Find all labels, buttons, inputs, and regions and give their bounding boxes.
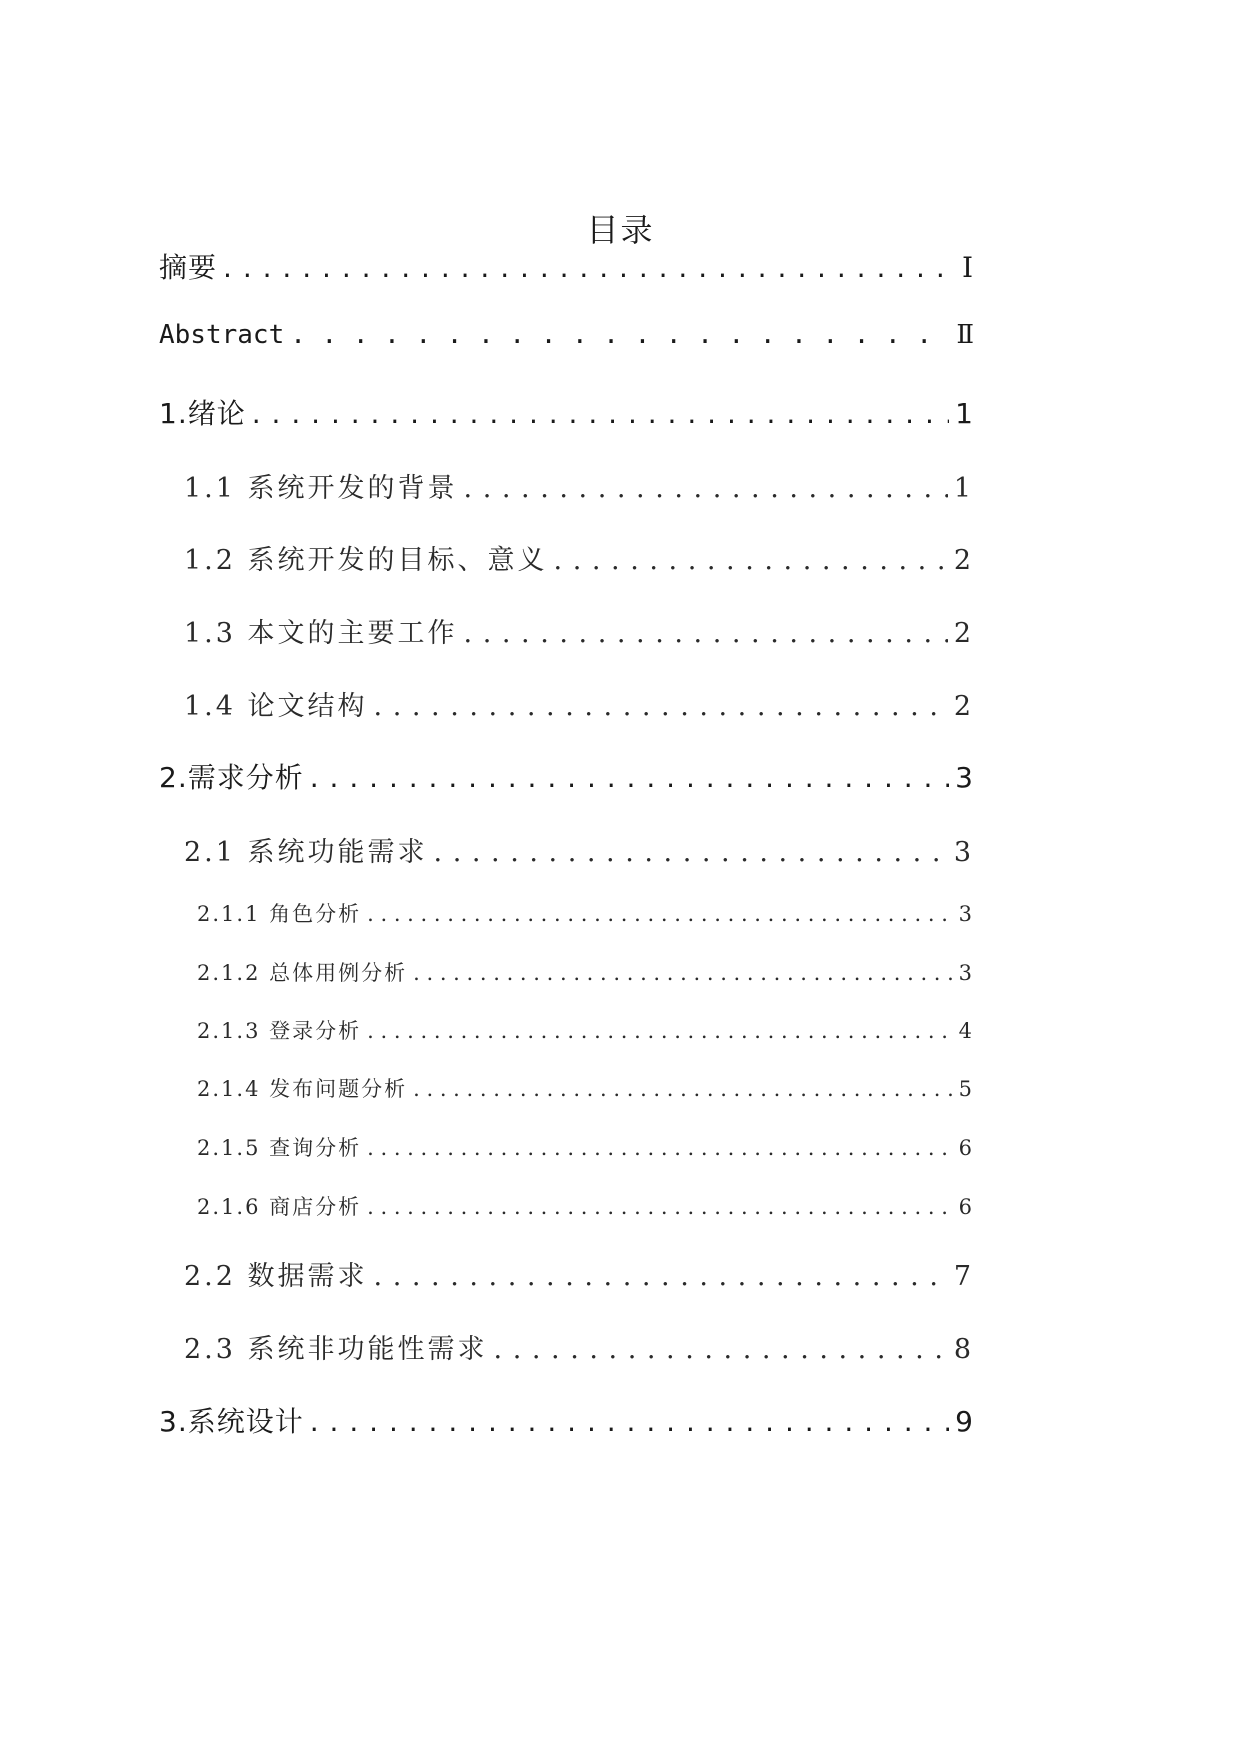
toc-entry-text: 系统设计 — [187, 1405, 304, 1438]
toc-entry-page: 6 — [958, 1195, 974, 1219]
toc-entry-number: 3. — [159, 1405, 188, 1438]
dot-leader — [223, 251, 956, 284]
toc-entry-page: 6 — [958, 1136, 974, 1160]
dot-leader — [290, 320, 950, 350]
toc-entry-number: 2.1.6 — [197, 1195, 261, 1219]
toc-entry-page: 5 — [958, 1077, 974, 1101]
toc-entry-text: 系统功能需求 — [247, 837, 428, 868]
toc-entry-text: 摘要 — [159, 251, 218, 284]
toc-entry-text: 角色分析 — [269, 902, 362, 926]
toc-entry-label — [184, 1327, 488, 1366]
dot-leader — [367, 902, 953, 926]
toc-entry-page: 3 — [953, 837, 974, 868]
toc-entry-2[interactable] — [159, 756, 974, 796]
toc-entry-text: Abstract — [159, 320, 285, 350]
toc-entry-2-2[interactable] — [184, 1254, 974, 1294]
dot-leader — [413, 961, 953, 985]
toc-entry-label — [159, 1400, 304, 1440]
dot-leader — [374, 1261, 948, 1292]
toc-entry-label — [184, 830, 428, 869]
toc-entry-page: 1 — [953, 473, 974, 504]
toc-entry-label — [197, 1073, 407, 1103]
toc-entry-number: 2. — [159, 761, 188, 794]
toc-entry-2-1-3[interactable] — [197, 1015, 974, 1047]
toc-entry-page: 8 — [953, 1334, 974, 1365]
toc-entry-page: 3 — [958, 961, 974, 985]
toc-entry-text: 查询分析 — [269, 1136, 362, 1160]
dot-leader — [464, 618, 948, 649]
toc-entry-label — [184, 1254, 368, 1293]
toc-entry-page: 9 — [955, 1405, 974, 1438]
toc-entry-label — [197, 1191, 361, 1221]
toc-entry-page: Ⅰ — [961, 251, 974, 284]
toc-entry-text: 发布问题分析 — [269, 1077, 408, 1101]
dot-leader — [310, 1405, 949, 1438]
toc-entry-number: 1.4 — [184, 691, 236, 722]
toc-entry-label — [159, 756, 304, 796]
toc-entry-1-1[interactable] — [184, 466, 974, 506]
toc-entry-page: 2 — [953, 545, 974, 576]
dot-leader — [367, 1195, 953, 1219]
toc-entry-text: 系统开发的背景 — [247, 473, 458, 504]
toc-entry-abstract-en[interactable] — [159, 320, 974, 360]
toc-entry-text: 登录分析 — [269, 1019, 362, 1043]
toc-entry-page: 2 — [953, 618, 974, 649]
toc-entry-page: 3 — [955, 761, 974, 794]
dot-leader — [434, 837, 948, 868]
toc-entry-label — [184, 611, 458, 650]
toc-entry-page: 4 — [958, 1019, 974, 1043]
toc-entry-text: 总体用例分析 — [269, 961, 408, 985]
toc-entry-label — [197, 898, 361, 928]
toc-entry-number: 2.2 — [184, 1261, 236, 1292]
toc-entry-number: 1.1 — [184, 473, 236, 504]
dot-leader — [367, 1019, 953, 1043]
dot-leader — [310, 761, 949, 794]
toc-entry-text: 论文结构 — [247, 691, 368, 722]
toc-entry-1-3[interactable] — [184, 611, 974, 651]
toc-entry-page: 3 — [958, 902, 974, 926]
toc-entry-text: 系统开发的目标、意义 — [247, 545, 548, 576]
toc-entry-page: 2 — [953, 691, 974, 722]
toc-entry-3[interactable] — [159, 1400, 974, 1440]
toc-title: 目录 — [586, 211, 655, 249]
toc-entry-number: 1. — [159, 397, 188, 430]
toc-entry-text: 绪论 — [187, 397, 246, 430]
toc-entry-page: 1 — [955, 397, 974, 430]
toc-entry-2-3[interactable] — [184, 1327, 974, 1367]
toc-entry-label — [184, 684, 368, 723]
toc-entry-2-1-5[interactable] — [197, 1132, 974, 1164]
toc-entry-number: 2.1.5 — [197, 1136, 261, 1160]
toc-entry-page: 7 — [953, 1261, 974, 1292]
toc-entry-text: 数据需求 — [247, 1261, 368, 1292]
toc-entry-2-1[interactable] — [184, 830, 974, 870]
toc-entry-text: 商店分析 — [269, 1195, 362, 1219]
dot-leader — [367, 1136, 953, 1160]
toc-entry-text: 本文的主要工作 — [247, 618, 458, 649]
toc-entry-label — [197, 957, 407, 987]
toc-entry-number: 2.3 — [184, 1334, 236, 1365]
toc-entry-page: Ⅱ — [956, 320, 974, 350]
dot-leader — [413, 1077, 953, 1101]
toc-entry-2-1-1[interactable] — [197, 898, 974, 930]
dot-leader — [494, 1334, 948, 1365]
toc-entry-1-4[interactable] — [184, 684, 974, 724]
toc-entry-abstract-cn[interactable] — [159, 246, 974, 286]
toc-entry-2-1-4[interactable] — [197, 1073, 974, 1105]
toc-entry-label — [197, 1132, 361, 1162]
toc-entry-text: 需求分析 — [187, 761, 304, 794]
toc-entry-label — [184, 538, 548, 577]
toc-entry-number: 2.1.1 — [197, 902, 261, 926]
toc-entry-text: 系统非功能性需求 — [247, 1334, 488, 1365]
toc-entry-number: 1.3 — [184, 618, 236, 649]
toc-entry-label — [184, 466, 458, 505]
toc-entry-number: 2.1.3 — [197, 1019, 261, 1043]
dot-leader — [252, 397, 949, 430]
dot-leader — [464, 473, 948, 504]
toc-entry-1-2[interactable] — [184, 538, 974, 578]
toc-entry-number: 2.1 — [184, 837, 236, 868]
toc-entry-2-1-2[interactable] — [197, 957, 974, 989]
toc-entry-number: 2.1.2 — [197, 961, 261, 985]
toc-entry-label — [197, 1015, 361, 1045]
toc-entry-label — [159, 392, 246, 432]
toc-entry-2-1-6[interactable] — [197, 1191, 974, 1223]
toc-entry-1[interactable] — [159, 392, 974, 432]
toc-entry-number: 2.1.4 — [197, 1077, 261, 1101]
toc-entry-number: 1.2 — [184, 545, 236, 576]
dot-leader — [554, 545, 948, 576]
dot-leader — [374, 691, 948, 722]
